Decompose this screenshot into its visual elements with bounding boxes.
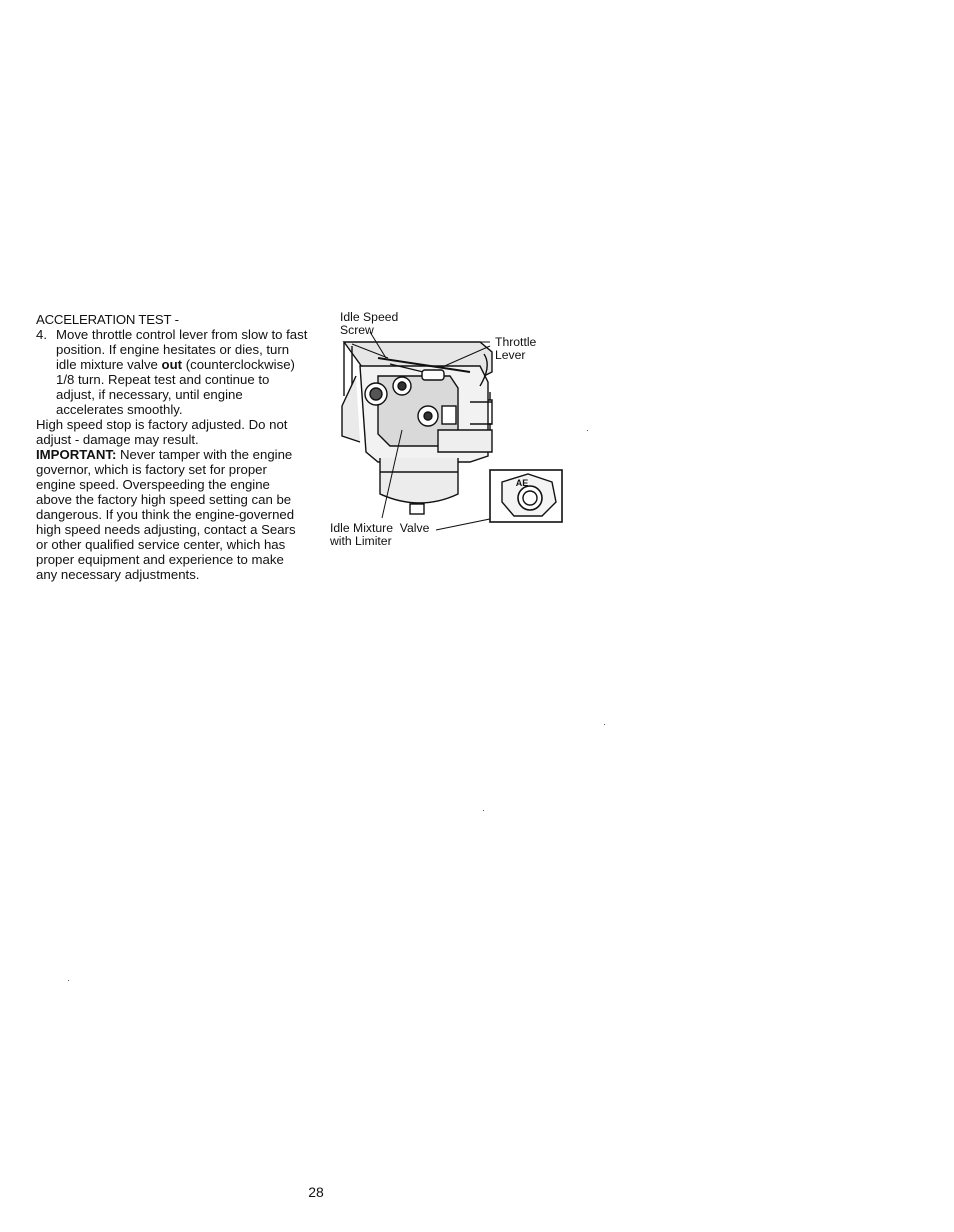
important-label: IMPORTANT: bbox=[36, 447, 117, 462]
carburetor-figure bbox=[330, 306, 570, 556]
step-number: 4. bbox=[36, 327, 47, 342]
step-4 bbox=[36, 327, 308, 417]
idle-mixture-valve-label bbox=[330, 522, 429, 548]
throttle-label-line-1: Throttle bbox=[495, 335, 537, 349]
idle-speed-screw-label bbox=[340, 311, 398, 337]
section-heading: ACCELERATION TEST - bbox=[36, 312, 179, 327]
page-number: 28 bbox=[308, 1184, 324, 1200]
text-column bbox=[36, 312, 308, 582]
factory-note: High speed stop is factory adjusted. Do not adjust - damage may result. bbox=[36, 417, 288, 447]
step-text-a: Move throttle control lever from slow to fast position. If engine hesitates or dies, turn idle mixture valve bbox=[56, 327, 308, 372]
scan-speck bbox=[68, 980, 69, 981]
idle-speed-label-line-2: Screw bbox=[340, 323, 374, 337]
step-text bbox=[56, 327, 308, 417]
throttle-lever-label bbox=[495, 336, 536, 362]
inset-badge-text: AE bbox=[515, 478, 529, 488]
important-text: Never tamper with the engine governor, which is factory set for proper engine speed. Overspeeding the engine above the factory high speed setting can be dangerous. If you think the engine-governed high speed needs adjusting, contact a Sears or other qualified service center, which has proper equipment and experience to make any necessary adjustments. bbox=[36, 447, 296, 582]
throttle-label-line-2: Lever bbox=[495, 348, 526, 362]
step-text-bold: out bbox=[161, 357, 183, 372]
idle-speed-label-line-1: Idle Speed bbox=[340, 310, 399, 324]
scan-speck bbox=[483, 810, 484, 811]
scan-speck bbox=[604, 724, 605, 725]
important-paragraph bbox=[36, 447, 308, 582]
step-text-b: (counterclockwise) 1/8 turn. Repeat test and continue to adjust, if necessary, until engine accelerates smoothly. bbox=[56, 357, 295, 417]
mixture-label-line-1: Idle Mixture Valve bbox=[330, 521, 430, 535]
mixture-label-line-2: with Limiter bbox=[330, 534, 392, 548]
scan-speck bbox=[587, 430, 588, 431]
